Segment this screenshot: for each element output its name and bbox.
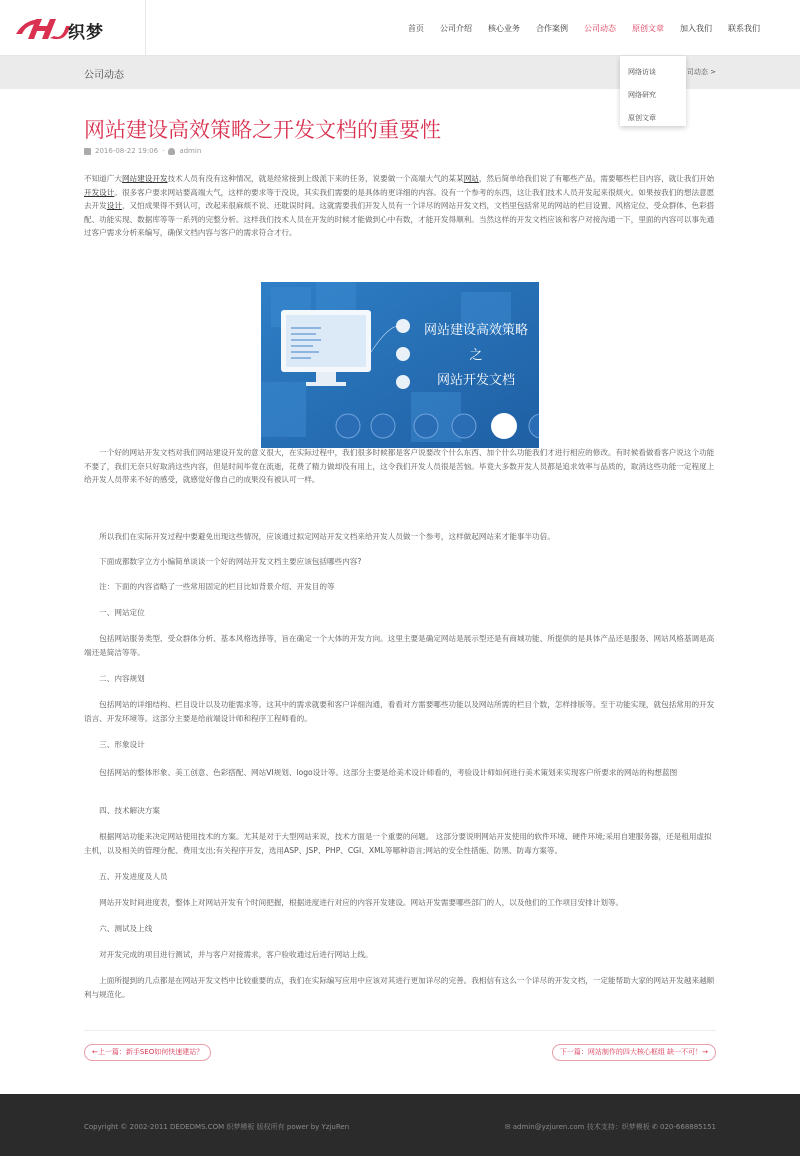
paragraph: 下面成都数字立方小编简单谈谈一个好的网站开发文档主要应该包括哪些内容? <box>84 557 362 566</box>
section-heading: 五、开发进度及人员 <box>84 872 168 881</box>
hero-text-2: 之 <box>469 348 483 363</box>
intro-paragraph: 不知道广大网站建设开发技术人员有没有这种情况，就是经常接到上级派下来的任务，说要做一个高端大气的某某网站，然后简单给我们说了有哪些产品，需要哪些栏目内容，就让我们开始开发设计。很多客户要求网站要高端大气，这样的要求等于没说，其实我们需要的是具体的更详细的内容。没有一个参考的东西，这让我们技术人员开发起来很烦火。如果按我们的想法意愿去开发设计，又怕成果得不到认可，改起来很麻烦不说、还耽误时间。这就需要我们开发人员有一个详尽的网站开发文档，文档里包括常见的网站的栏目设置、风格定位、受众群体、色彩搭配、功能实现、数据库等等一系列的完整分析。这样我们技术人员在开发的时候才能做到心中有数，才能开发得顺利。当然这样的开发文档应该和客户对接沟通一下，里面的内容可以事先通过客户需求分析来编写，确保文档内容与客户的需求符合才行。 <box>84 174 715 237</box>
article-meta: 2016-08-22 19:06 · admin <box>84 147 201 155</box>
nav-dropdown <box>620 56 686 126</box>
paragraph: 所以我们在实际开发过程中要避免出现这些情况，应该通过拟定网站开发文档来给开发人员做一个参考，这样做起网站来才能事半功倍。 <box>84 532 555 541</box>
paragraph: 上面所提到的几点都是在网站开发文档中比较重要的点，我们在实际编写应用中应该对其进行更加详尽的完善。我相信有这么一个详尽的开发文档，一定能帮助大家的网站开发越来越顺利与规范化。 <box>84 976 715 999</box>
prev-article-link[interactable]: ←上一篇：新手SEO如何快速建站？ <box>84 1044 211 1061</box>
section-heading: 一、网站定位 <box>84 608 145 617</box>
header-divider <box>145 0 146 56</box>
nav-business[interactable]: 核心业务 <box>488 23 520 33</box>
nav-join[interactable]: 加入我们 <box>680 23 712 33</box>
divider <box>84 1030 716 1031</box>
link-design[interactable]: 设计 <box>106 201 122 210</box>
user-icon <box>168 148 175 155</box>
paragraph: 包括网站的详细结构、栏目设计以及功能需求等。这其中的需求就要和客户详细沟通，看看对方需要哪些功能以及网站所需的栏目个数，怎样排版等。至于功能实现，就包括常用的开发语言、开发环境等。这部分主要是给前端设计师和程序工程师看的。 <box>84 700 715 723</box>
paragraph: 对开发完成的项目进行测试，并与客户对接需求，客户验收通过后进行网站上线。 <box>84 950 373 959</box>
dropdown-item-interviews[interactable]: 网络访谈 <box>628 68 656 76</box>
brand-name: 织梦 <box>68 23 104 43</box>
article-title: 网站建设高效策略之开发文档的重要性 <box>84 118 441 142</box>
nav-contact[interactable]: 联系我们 <box>728 23 760 33</box>
article-image <box>261 282 539 448</box>
article-author: admin <box>179 147 202 155</box>
paragraph: 根据网站功能来决定网站使用技术的方案。尤其是对于大型网站来说，技术方面是一个重要的问题。 这部分要说明网站开发使用的软件环境、硬件环境;采用自建服务器，还是租用虚拟主机，以及相关的管理分配、费用支出;有关程序开发，选用ASP、JSP、PHP、CGI、XML等哪种语言;网站的安全性措施、防黑、防毒方案等。 <box>84 832 712 855</box>
paragraph: 包括网站的整体形象、美工创意、色彩搭配、网站VI规划、logo设计等。这部分主要是给美术设计师看的，考验设计师如何进行美术策划来实现客户所要求的网站的构想蓝图 <box>84 768 678 777</box>
link-dev-design[interactable]: 开发设计 <box>84 187 115 197</box>
footer <box>0 1094 800 1156</box>
nav-about[interactable]: 公司介绍 <box>440 23 472 33</box>
section-heading: 三、形象设计 <box>84 740 145 749</box>
main-nav <box>392 0 760 56</box>
paragraph: 注：下面的内容省略了一些常用固定的栏目比如背景介绍、开发目的等 <box>84 582 335 591</box>
nav-original[interactable]: 原创文章 <box>632 23 664 33</box>
dropdown-item-original[interactable]: 原创文章 <box>628 114 656 122</box>
section-title: 公司动态 <box>84 70 124 81</box>
section-heading: 二、内容规划 <box>84 674 145 683</box>
link-website[interactable]: 网站 <box>463 174 479 183</box>
section-heading: 六、测试及上线 <box>84 924 153 933</box>
hero-text-1: 网站建设高效策略 <box>423 323 529 338</box>
paragraph: 一个好的网站开发文档对我们网站建设开发的意义很大，在实际过程中，我们很多时候都是客户说要改个什么东西、加个什么功能我们才进行相应的修改。有时候看做看客户说这个功能不要了，我们无奈只好取消这些内容，但是时间毕竟在流逝，花费了精力做却没有用上，这令我们开发人员很是苦恼。毕竟大多数开发人员都是追求效率与品质的，取消这些功能一定程度上给开发人员带来不好的感受，就感觉好像自己的成果没有被认可一样。 <box>84 448 715 484</box>
footer-copyright: Copyright © 2002-2011 DEDEDMS.COM 织梦模板 版权所有 power by YzjuRen <box>84 1123 350 1131</box>
nav-news[interactable]: 公司动态 <box>584 23 616 33</box>
footer-contact: ✉ admin@yzjuren.com 技术支持：织梦模板 ✆ 020-668885151 <box>504 1123 716 1131</box>
header <box>0 0 800 56</box>
link-website-dev[interactable]: 网站建设开发 <box>121 174 168 183</box>
breadcrumb[interactable]: 司动态 > <box>686 68 716 76</box>
next-article-link[interactable]: 下一篇：网站制作的四大核心框组 缺一不可！→ <box>552 1044 716 1061</box>
paragraph: 包括网站服务类型、受众群体分析、基本风格选择等，旨在确定一个大体的开发方向。这里主要是确定网站是展示型还是有商城功能、所提供的是具体产品还是服务、网站风格基调是高端还是简洁等等。 <box>84 634 715 657</box>
paragraph: 网站开发时间进度表，整体上对网站开发有个时间把握，根据进度进行对应的内容开发建设。网站开发需要哪些部门的人，以及他们的工作项目安排计划等。 <box>84 898 624 907</box>
nav-home[interactable]: 首页 <box>408 23 424 33</box>
calendar-icon <box>84 148 91 155</box>
article-date: 2016-08-22 19:06 <box>95 147 159 155</box>
section-heading: 四、技术解决方案 <box>84 806 160 815</box>
dropdown-item-research[interactable]: 网络研究 <box>628 91 656 99</box>
hero-text-3: 网站开发文档 <box>436 373 516 388</box>
nav-cases[interactable]: 合作案例 <box>536 23 568 33</box>
